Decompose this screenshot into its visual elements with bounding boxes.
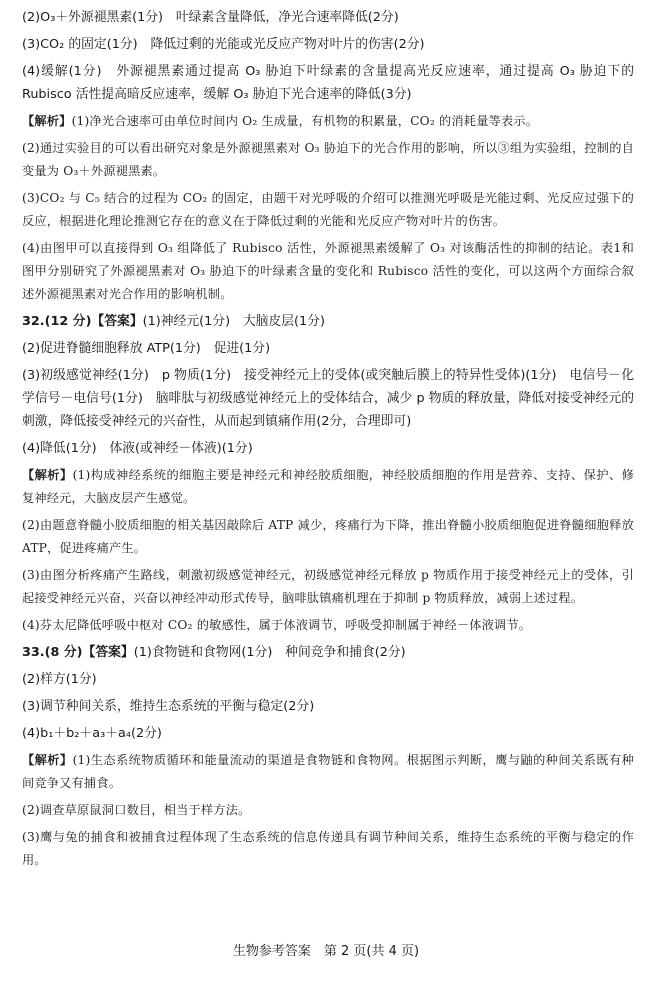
answer-paragraph [22,310,634,333]
explanation-paragraph [22,464,634,510]
answer-paragraph [22,695,634,718]
explanation-paragraph [22,614,634,637]
paragraph-text: (4)缓解(1分) 外源褪黑素通过提高 O₃ 胁迫下叶绿素的含量提高光反应速率，通过提高 O₃ 胁迫下的 Rubisco 活性提高暗反应速率，缓解 O₃ 胁迫下光合速率的降低(3分) [22,64,634,102]
paragraph-text: (4)由图甲可以直接得到 O₃ 组降低了 Rubisco 活性，外源褪黑素缓解了 O₃ 对该酶活性的抑制的结论。表1和图甲分别研究了外源褪黑素对 O₃ 胁迫下的叶绿素含量的变化和 Rubisco 活性的变化，可以这两个方面综合叙述外源褪黑素对光合作用的影响机制。 [22,241,634,301]
explanation-paragraph [22,564,634,610]
section-tag: 【解析】 [22,468,73,482]
paragraph-text: (2)通过实验目的可以看出研究对象是外源褪黑素对 O₃ 胁迫下的光合作用的影响，所以③组为实验组，控制的自变量为 O₃＋外源褪黑素。 [22,141,634,178]
paragraph-text: (3)调节种间关系，维持生态系统的平衡与稳定(2分) [22,699,315,714]
paragraph-text: (2)O₃＋外源褪黑素(1分) 叶绿素含量降低，净光合速率降低(2分) [22,10,399,25]
paragraph-text: (4)b₁＋b₂＋a₃＋a₄(2分) [22,726,162,741]
answer-paragraph [22,33,634,56]
section-tag: (8 分)【答案】 [44,645,134,660]
answer-paragraph [22,668,634,691]
question-number: 32. [22,314,45,329]
explanation-paragraph [22,826,634,872]
explanation-paragraph [22,187,634,233]
explanation-paragraph [22,237,634,306]
paragraph-text: (3)初级感觉神经(1分) p 物质(1分) 接受神经元上的受体(或突触后膜上的特异性受体)(1分) 电信号－化学信号－电信号(1分) 脑啡肽与初级感觉神经元上的受体结合，减少 p 物质的释放量，降低对接受神经元的刺激，降低接受神经元的兴奋性，从而起到镇痛作用(2分，合理即可) [22,368,634,429]
answer-paragraph [22,641,634,664]
explanation-paragraph [22,110,634,133]
answer-paragraph [22,722,634,745]
paragraph-text: (3)由图分析疼痛产生路线，刺激初级感觉神经元，初级感觉神经元释放 p 物质作用于接受神经元上的受体，引起接受神经元兴奋，兴奋以神经冲动形式传导，脑啡肽镇痛机理在于抑制 p 物质释放，减弱上述过程。 [22,568,634,605]
paragraph-text: (1)构成神经系统的细胞主要是神经元和神经胶质细胞，神经胶质细胞的作用是营养、支持、保护、修复神经元，大脑皮层产生感觉。 [22,468,634,505]
section-tag: (12 分)【答案】 [44,314,143,329]
answer-paragraph [22,337,634,360]
paragraph-text: (1)净光合速率可由单位时间内 O₂ 生成量，有机物的积累量，CO₂ 的消耗量等表示。 [71,114,539,128]
answer-paragraph [22,60,634,106]
paragraph-text: (2)调查草原鼠洞口数目，相当于样方法。 [22,803,251,817]
paragraph-text: (4)芬太尼降低呼吸中枢对 CO₂ 的敏感性，属于体液调节，呼吸受抑制属于神经－体液调节。 [22,618,532,632]
paragraph-text: (2)促进脊髓细胞释放 ATP(1分) 促进(1分) [22,341,271,356]
paragraph-text: (3)CO₂ 的固定(1分) 降低过剩的光能或光反应产物对叶片的伤害(2分) [22,37,425,52]
paragraph-text: (4)降低(1分) 体液(或神经－体液)(1分) [22,441,253,456]
paragraph-text: (1)生态系统物质循环和能量流动的渠道是食物链和食物网。根据图示判断，鹰与鼬的种间关系既有种间竞争又有捕食。 [22,753,634,790]
paragraph-text: (3)鹰与兔的捕食和被捕食过程体现了生态系统的信息传递具有调节种间关系，维持生态系统的平衡与稳定的作用。 [22,830,634,867]
paragraph-text: (1)神经元(1分) 大脑皮层(1分) [142,314,325,329]
paragraph-text: (2)样方(1分) [22,672,97,687]
explanation-paragraph [22,514,634,560]
answer-paragraph [22,437,634,460]
explanation-paragraph [22,749,634,795]
question-number: 33. [22,645,45,660]
answer-content [22,6,634,876]
explanation-paragraph [22,137,634,183]
paragraph-text: (3)CO₂ 与 C₅ 结合的过程为 CO₂ 的固定，由题干对光呼吸的介绍可以推测光呼吸是光能过剩、光反应过强下的反应，根据进化理论推测它存在的意义在于降低过剩的光能和光反应产物对叶片的伤害。 [22,191,634,228]
section-tag: 【解析】 [22,114,72,128]
answer-paragraph [22,364,634,433]
section-tag: 【解析】 [22,753,73,767]
page-footer: 生物参考答案 第 2 页(共 4 页) [232,944,420,959]
answer-paragraph [22,6,634,29]
paragraph-text: (2)由题意脊髓小胶质细胞的相关基因敲除后 ATP 减少，疼痛行为下降，推出脊髓小胶质细胞促进脊髓细胞释放 ATP，促进疼痛产生。 [22,518,634,555]
paragraph-text: (1)食物链和食物网(1分) 种间竞争和捕食(2分) [133,645,406,660]
explanation-paragraph [22,799,634,822]
